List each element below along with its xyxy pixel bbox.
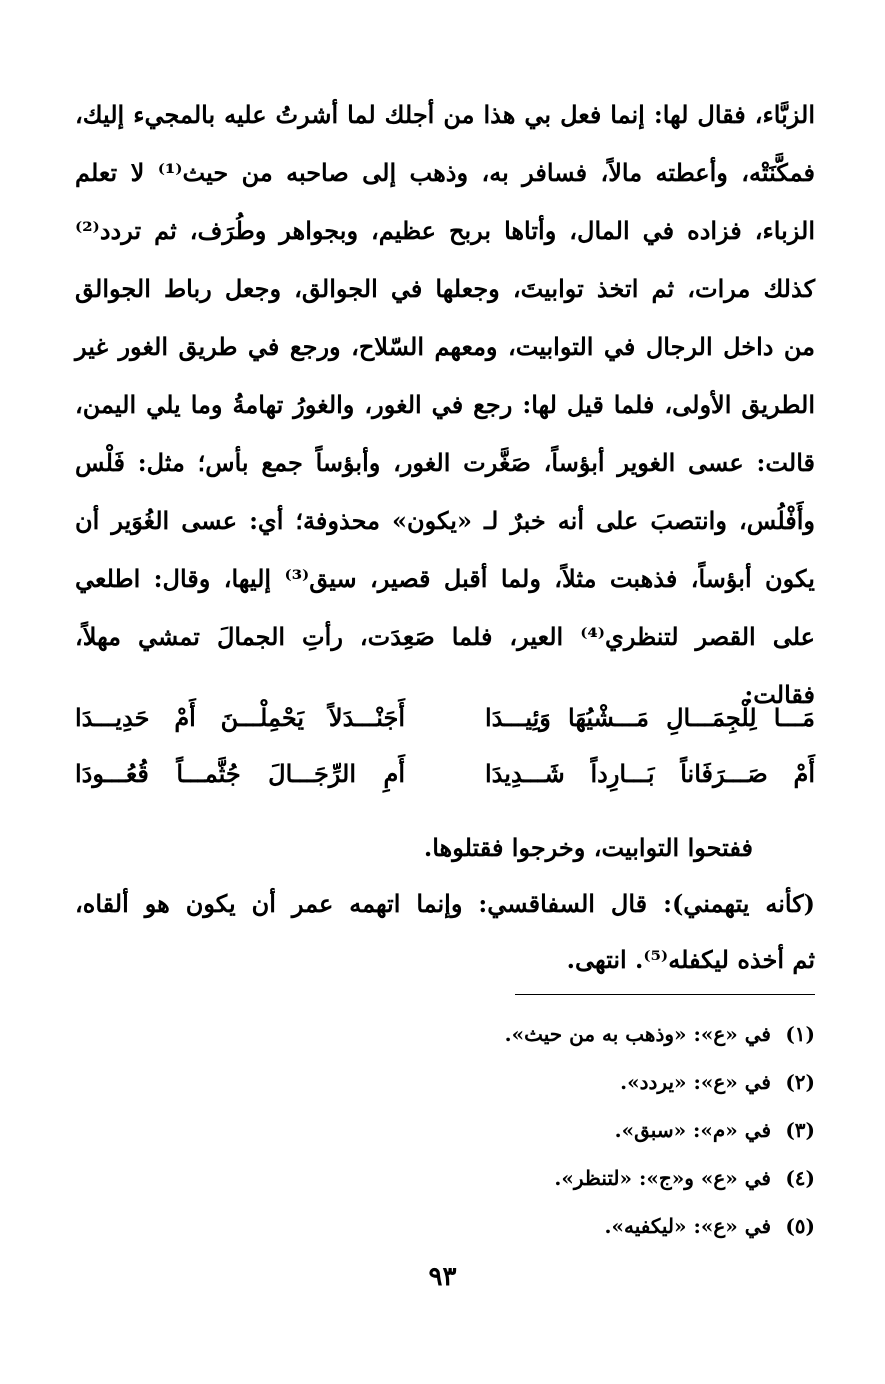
page-number: ٩٣ xyxy=(428,1262,457,1292)
text-line: يكون أبؤساً، فذهبت مثلاً، ولما أقبل قصير، سيق⁽³⁾ إليها، وقال: اطلعي xyxy=(75,564,815,593)
footnote xyxy=(75,1202,815,1250)
verse-second-hemistich: أَجَنْـــدَلاً يَحْمِلْـــنَ أَمْ حَدِيـــدَا xyxy=(75,703,405,732)
footnote-divider xyxy=(515,994,815,995)
footnote-number: (٢) xyxy=(785,1070,815,1094)
text-line: الطريق الأولى، فلما قيل لها: رجع في الغور، والغورُ تهامةُ وما يلي اليمن، xyxy=(75,390,815,419)
poem-verses xyxy=(75,690,815,802)
text-line: فمكَّنَتْه، وأعطته مالاً، فسافر به، وذهب إلى صاحبه من حيث⁽¹⁾ لا تعلم xyxy=(75,158,815,187)
footnote-text: في «ع»: «وذهب به من حيث». xyxy=(504,1022,771,1046)
text-line: ففتحوا التوابيت، وخرجوا فقتلوها. xyxy=(423,833,753,862)
footnote-text: في «ع»: «يردد». xyxy=(620,1070,771,1094)
footnote-number: (٤) xyxy=(785,1166,815,1190)
footnotes xyxy=(75,1010,815,1250)
text-line: الزبَّاء، فقال لها: إنما فعل بي هذا من أجلك لما أشرتُ عليه بالمجيء إليك، xyxy=(75,100,815,129)
text-line: (كأنه يتهمني): قال السفاقسي: وإنما اتهمه عمر أن يكون هو ألقاه، xyxy=(75,889,815,918)
text-line: وأَفْلُس، وانتصبَ على أنه خبرٌ لـ «يكون» محذوفة؛ أي: عسى الغُوَير أن xyxy=(75,506,815,535)
footnote xyxy=(75,1154,815,1202)
footnote-number: (١) xyxy=(785,1022,815,1046)
footnote-number: (٣) xyxy=(785,1118,815,1142)
footnote-text: في «ع» و«ج»: «لتنظر». xyxy=(554,1166,771,1190)
text-line: ثم أخذه ليكفله⁽⁵⁾. انتهى. xyxy=(566,945,815,974)
text-line: الزباء، فزاده في المال، وأتاها بربح عظيم، وبجواهر وطُرَف، ثم تردد⁽²⁾ xyxy=(75,216,815,245)
text-line: على القصر لتنظري⁽⁴⁾ العير، فلما صَعِدَت، رأتِ الجمالَ تمشي مهلاً، xyxy=(75,622,816,651)
text-line: كذلك مرات، ثم اتخذ توابيتَ، وجعلها في الجوالق، وجعل رباط الجوالق xyxy=(75,274,816,303)
footnote-text: في «ع»: «ليكفيه». xyxy=(604,1214,771,1238)
verse-second-hemistich: أَمِ الرِّجَـــالَ جُثَّمـــاً قُعُـــودَا xyxy=(75,759,405,788)
footnote xyxy=(75,1106,815,1154)
main-paragraph xyxy=(75,86,815,724)
footnote xyxy=(75,1058,815,1106)
verse-row xyxy=(75,746,815,802)
text-line: فقالت: xyxy=(744,680,815,709)
text-line: من داخل الرجال في التوابيت، ومعهم السّلاح، ورجع في طريق الغور غير xyxy=(75,332,815,361)
continuation-paragraph xyxy=(75,820,815,988)
footnote xyxy=(75,1010,815,1058)
footnote-number: (٥) xyxy=(785,1214,815,1238)
text-line: قالت: عسى الغوير أبؤساً، صَغَّرت الغور، وأبؤساً جمع بأس؛ مثل: فَلْس xyxy=(75,448,815,477)
footnote-text: في «م»: «سبق». xyxy=(614,1118,771,1142)
verse-first-hemistich: مَـــا لِلْجِمَـــالِ مَـــشْيُهَا وَئِيـــدَا xyxy=(485,703,815,732)
verse-row xyxy=(75,690,815,746)
verse-first-hemistich: أَمْ صَـــرَفَاناً بَـــارِداً شَـــدِيدَا xyxy=(485,759,815,788)
